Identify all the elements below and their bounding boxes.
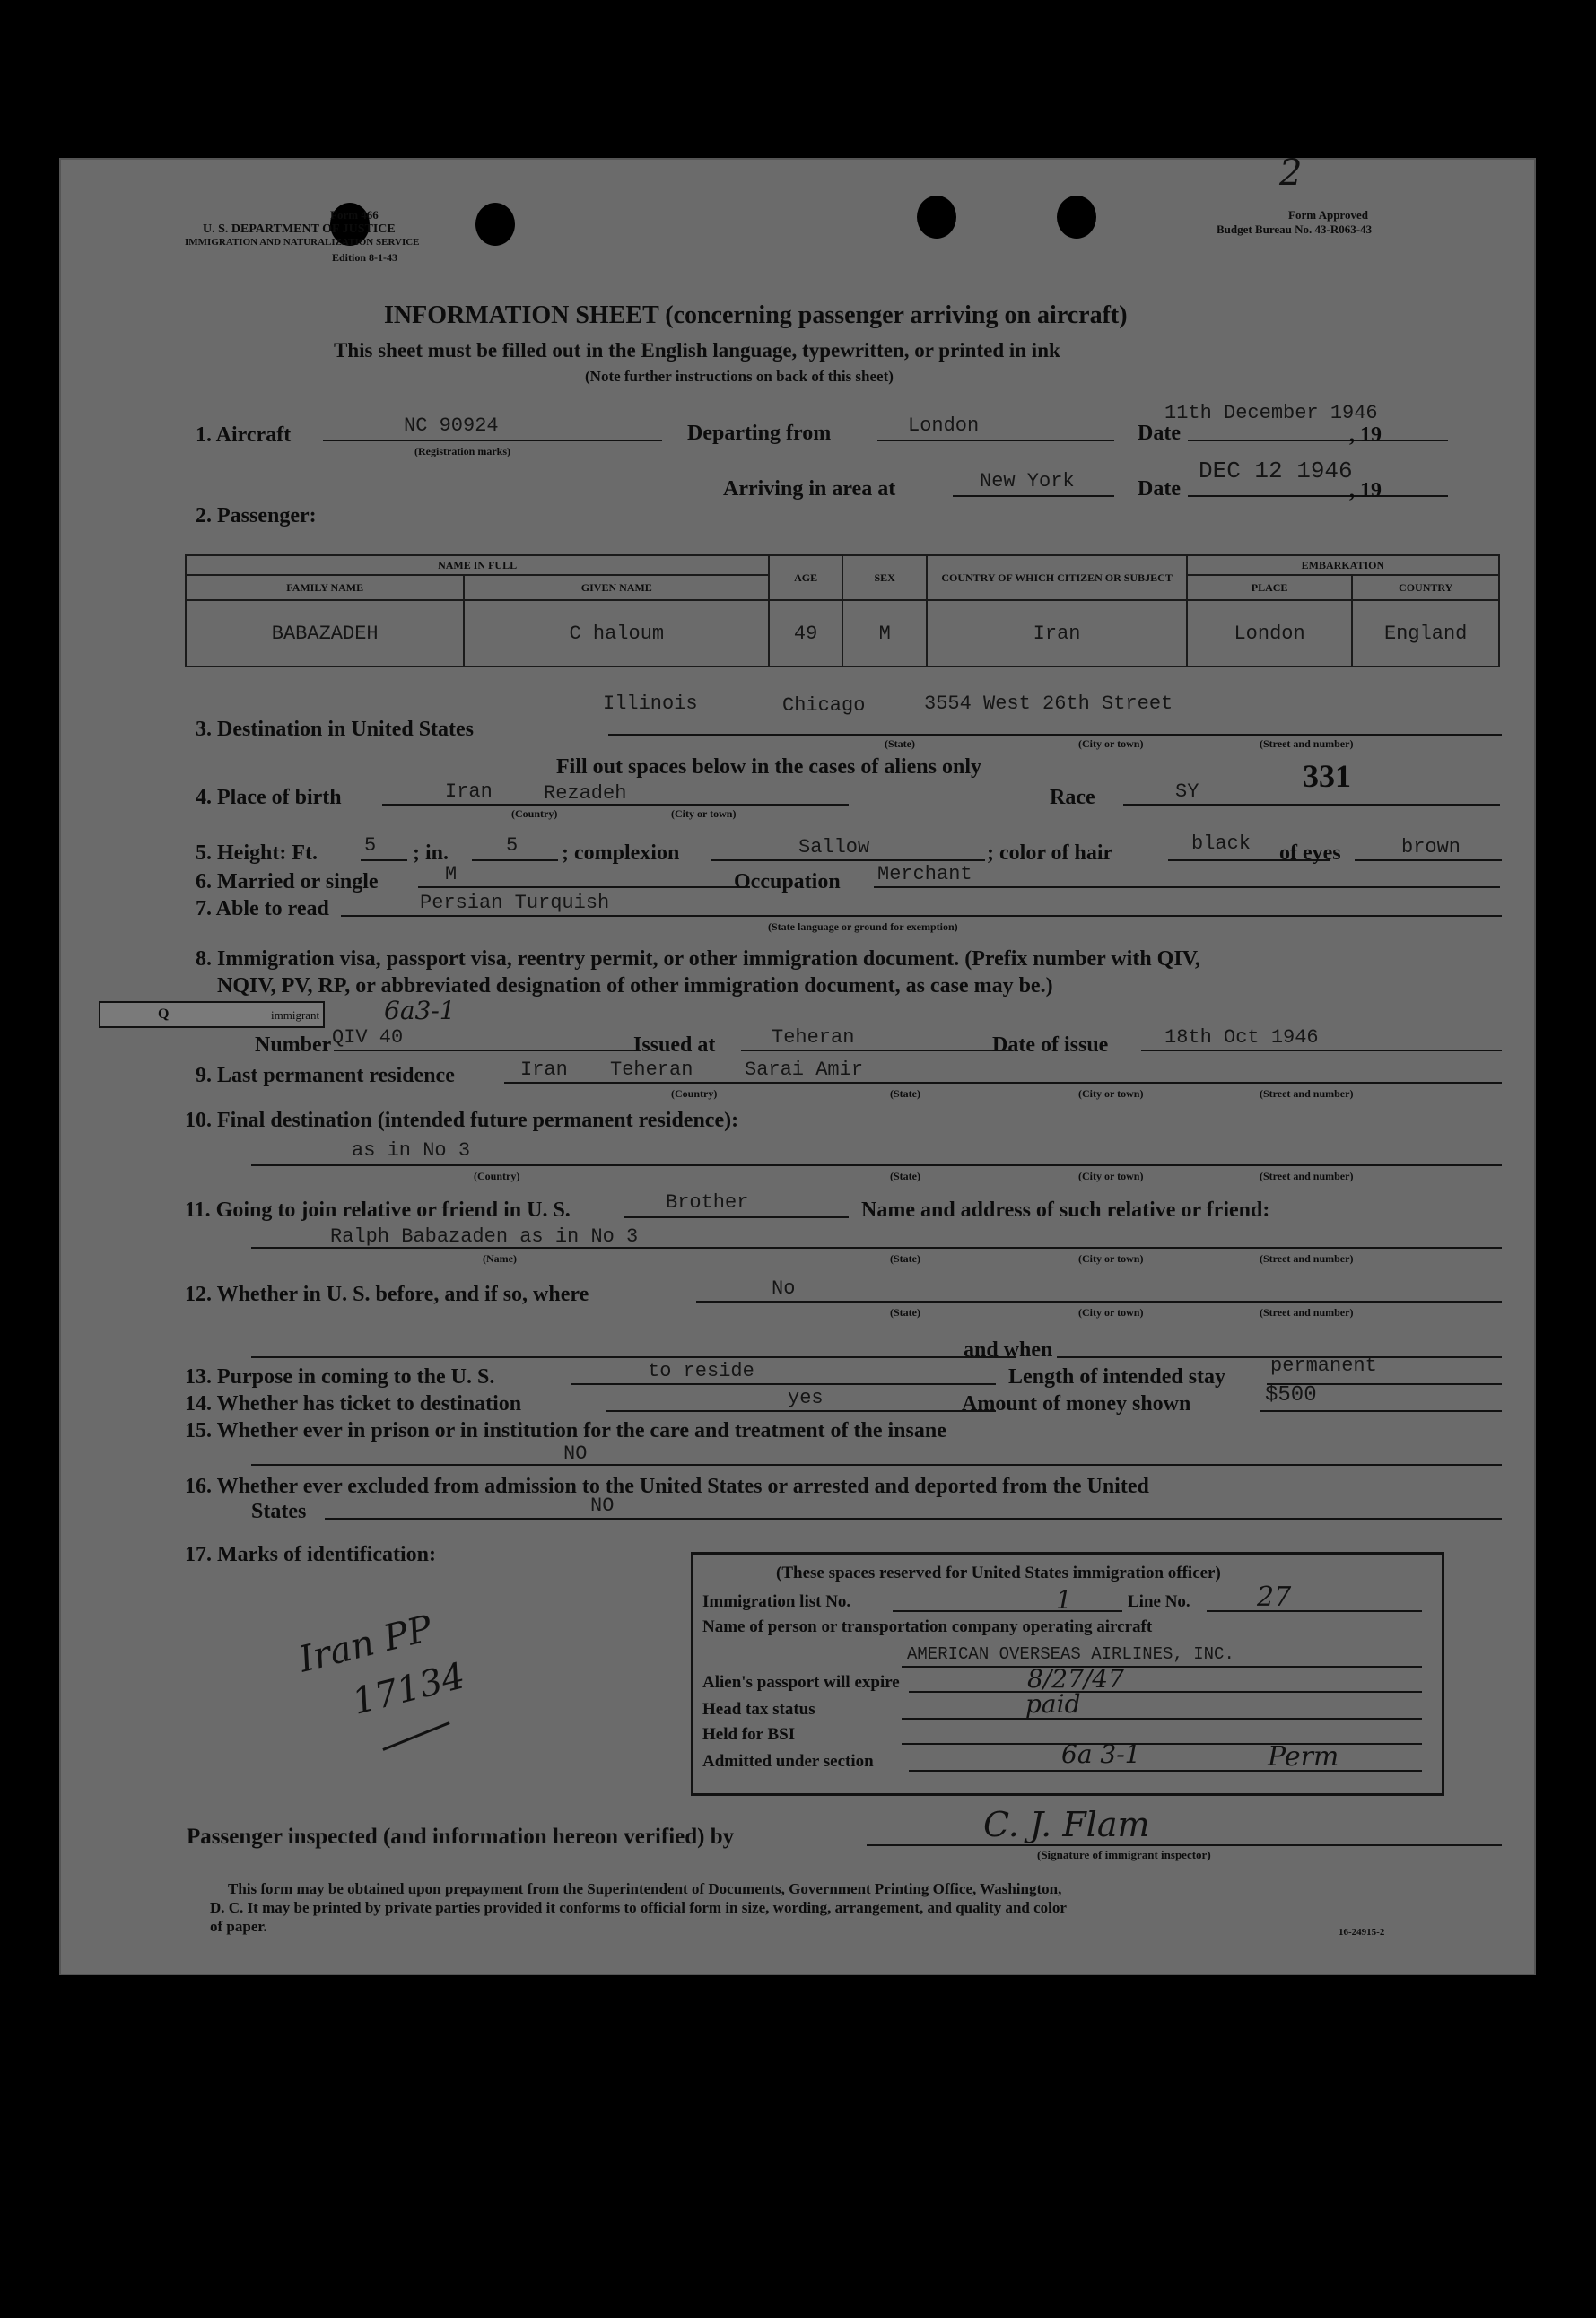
previous-us-label: 12. Whether in U. S. before, and if so, where (185, 1283, 589, 1306)
destination-state: Illinois (603, 693, 698, 715)
destination-street: 3554 West 26th Street (924, 693, 1173, 715)
immigrant-stamp (99, 1001, 325, 1028)
occupation-value: Merchant (877, 863, 972, 885)
departing-value: London (908, 414, 980, 437)
footer-line1: This form may be obtained upon prepayment from the Superintendent of Documents, Government Printing Office, Washington, (228, 1880, 1062, 1897)
country-caption: (Country) (511, 807, 558, 820)
document-line2: NQIV, PV, RP, or abbreviated designation of other immigration document, as case may be.) (217, 974, 1053, 998)
state-caption: (State) (890, 1306, 920, 1319)
passenger-label: 2. Passenger: (196, 504, 317, 527)
purpose-value: to reside (648, 1360, 754, 1382)
identification-label: 17. Marks of identification: (185, 1543, 436, 1566)
read-value: Persian Turquish (420, 892, 610, 914)
height-label: 5. Height: Ft. (196, 841, 318, 865)
section-extra: Perm (1268, 1741, 1339, 1773)
birth-city: Rezadeh (544, 782, 627, 805)
family-name-value: BABAZADEH (186, 600, 464, 667)
street-caption: (Street and number) (1260, 1252, 1354, 1265)
citizen-value: Iran (927, 600, 1186, 667)
stamp-q: Q (158, 1006, 170, 1022)
destination-label: 3. Destination in United States (196, 718, 475, 741)
place-header: PLACE (1187, 575, 1353, 600)
aircraft-value: NC 90924 (404, 414, 499, 437)
street-caption: (Street and number) (1260, 737, 1354, 750)
family-name-header: FAMILY NAME (186, 575, 464, 600)
sex-value: M (842, 600, 927, 667)
hair-label: ; color of hair (987, 841, 1113, 865)
form-number: Form 466 (330, 208, 379, 222)
document-line1: 8. Immigration visa, passport visa, reentry permit, or other immigration document. (Prefix number with QIV, (196, 947, 1200, 971)
edition: Edition 8-1-43 (332, 251, 398, 264)
emb-country-header: COUNTRY (1352, 575, 1499, 600)
residence-state: Teheran (610, 1059, 693, 1081)
age-value: 49 (769, 600, 842, 667)
officer-box-title: (These spaces reserved for United States immigration officer) (776, 1564, 1221, 1582)
list-label: Immigration list No. (702, 1592, 851, 1611)
relative-name-label: Name and address of such relative or friend: (861, 1198, 1270, 1222)
given-name-header: GIVEN NAME (464, 575, 769, 600)
identification-hand1: Iran PP (294, 1608, 437, 1681)
name-in-full-header: NAME IN FULL (186, 555, 769, 575)
departure-date: 11th December 1946 (1164, 402, 1378, 424)
inspected-label: Passenger inspected (and information hereon verified) by (187, 1825, 735, 1849)
number-label: Number (255, 1033, 332, 1057)
citizen-header: COUNTRY OF WHICH CITIZEN OR SUBJECT (927, 555, 1186, 600)
form-sheet (59, 152, 1536, 1975)
section-value: 6a 3-1 (1061, 1739, 1141, 1769)
punch-hole (475, 203, 515, 246)
city-caption: (City or town) (1078, 737, 1144, 750)
excluded-value: NO (590, 1494, 615, 1517)
race-label: Race (1050, 786, 1095, 809)
emb-place-value: London (1187, 600, 1353, 667)
date-issue-label: Date of issue (992, 1033, 1109, 1057)
street-caption: (Street and number) (1260, 1170, 1354, 1182)
given-name-value: C haloum (464, 600, 769, 667)
line-label: Line No. (1128, 1592, 1190, 1611)
birthplace-label: 4. Place of birth (196, 786, 342, 809)
footer-line2: D. C. It may be printed by private parties provided it conforms to official form in size, wording, arrangement, and quality and color (210, 1899, 1067, 1916)
state-caption: (State) (890, 1087, 920, 1100)
inches-label: ; in. (413, 841, 449, 865)
year-prefix: , 19 (1349, 423, 1382, 447)
departing-label: Departing from (687, 422, 832, 445)
money-label: Amount of money shown (962, 1392, 1191, 1416)
budget-bureau: Budget Bureau No. 43-R063-43 (1217, 222, 1373, 236)
join-relative-label: 11. Going to join relative or friend in U. S. (185, 1198, 571, 1222)
passport-label: Alien's passport will expire (702, 1673, 900, 1692)
marital-label: 6. Married or single (196, 870, 379, 893)
eyes-value: brown (1401, 836, 1461, 858)
stay-value: permanent (1270, 1355, 1377, 1377)
visa-handwritten: 6a3-1 (384, 996, 456, 1025)
registration-caption: (Registration marks) (414, 445, 510, 458)
read-label: 7. Able to read (196, 897, 329, 920)
city-caption: (City or town) (1078, 1252, 1144, 1265)
headtax-value: paid (1025, 1689, 1081, 1719)
relation-value: Brother (666, 1191, 749, 1214)
age-header: AGE (769, 555, 842, 600)
punch-hole (917, 196, 956, 239)
signature-caption: (Signature of immigrant inspector) (1037, 1848, 1211, 1861)
issued-value: Teheran (772, 1026, 855, 1049)
prison-label: 15. Whether ever in prison or in institution for the care and treatment of the insane (185, 1419, 946, 1442)
department: U. S. DEPARTMENT OF JUSTICE (203, 222, 396, 236)
code-331: 331 (1303, 758, 1351, 794)
aircraft-label: 1. Aircraft (196, 423, 292, 447)
race-value: SY (1175, 780, 1199, 803)
company-value: AMERICAN OVERSEAS AIRLINES, INC. (907, 1644, 1234, 1664)
footer-line3: of paper. (210, 1918, 267, 1935)
emb-country-value: England (1352, 600, 1499, 667)
country-caption: (Country) (671, 1087, 718, 1100)
street-caption: (Street and number) (1260, 1306, 1354, 1319)
arriving-label: Arriving in area at (723, 477, 896, 501)
height-ft: 5 (364, 834, 377, 857)
company-label: Name of person or transportation company operating aircraft (702, 1617, 1153, 1636)
excluded-line2: States (251, 1500, 307, 1523)
residence-country: Iran (520, 1059, 568, 1081)
height-in: 5 (506, 834, 519, 857)
date-label: Date (1138, 422, 1181, 445)
occupation-label: Occupation (734, 870, 841, 893)
date-issue-value: 18th Oct 1946 (1164, 1026, 1319, 1049)
ticket-value: yes (788, 1387, 824, 1409)
state-caption: (State) (890, 1252, 920, 1265)
footer-code: 16-24915-2 (1339, 1927, 1385, 1938)
bsi-label: Held for BSI (702, 1725, 796, 1744)
arrival-date-label: Date (1138, 477, 1181, 501)
stamp-text: immigrant (271, 1008, 320, 1022)
list-value: 1 (1056, 1585, 1072, 1615)
identification-hand2: 17134 (348, 1655, 469, 1723)
city-caption: (City or town) (1078, 1170, 1144, 1182)
officer-box (691, 1552, 1444, 1796)
excluded-line1: 16. Whether ever excluded from admission to the United States or arrested and deported from the United (185, 1475, 1149, 1498)
destination-city: Chicago (782, 694, 866, 717)
street-caption: (Street and number) (1260, 1087, 1354, 1100)
form-note: (Note further instructions on back of this sheet) (585, 368, 894, 385)
city-caption: (City or town) (671, 807, 737, 820)
name-caption: (Name) (483, 1252, 517, 1265)
complexion-label: ; complexion (562, 841, 680, 865)
purpose-label: 13. Purpose in coming to the U. S. (185, 1365, 495, 1389)
hair-value: black (1191, 832, 1252, 855)
service: IMMIGRATION AND NATURALIZATION SERVICE (185, 237, 420, 248)
final-destination-value: as in No 3 (352, 1139, 471, 1162)
residence-city: Sarai Amir (745, 1059, 864, 1081)
section-label: Admitted under section (702, 1752, 874, 1771)
and-when-label: and when (964, 1338, 1053, 1362)
relative-name-value: Ralph Babazaden as in No 3 (330, 1225, 639, 1248)
inspector-signature: C. J. Flam (983, 1805, 1150, 1844)
previous-us-value: No (772, 1277, 796, 1300)
corner-mark: 2 (1279, 152, 1303, 194)
ticket-label: 14. Whether has ticket to destination (185, 1392, 522, 1416)
aliens-note: Fill out spaces below in the cases of aliens only (556, 755, 982, 779)
country-caption: (Country) (474, 1170, 520, 1182)
state-caption: (State) (885, 737, 915, 750)
line-value: 27 (1257, 1582, 1292, 1613)
complexion-value: Sallow (798, 836, 870, 858)
money-value: $500 (1265, 1383, 1317, 1407)
form-approved: Form Approved (1288, 208, 1368, 222)
final-destination-label: 10. Final destination (intended future permanent residence): (185, 1109, 739, 1132)
passport-value: 8/27/47 (1027, 1664, 1124, 1694)
form-title: INFORMATION SHEET (concerning passenger arriving on aircraft) (384, 301, 1128, 329)
embarkation-header: EMBARKATION (1187, 555, 1499, 575)
form-subtitle: This sheet must be filled out in the English language, typewritten, or printed in ink (334, 339, 1060, 362)
read-caption: (State language or ground for exemption) (768, 920, 958, 933)
residence-label: 9. Last permanent residence (196, 1064, 455, 1087)
arrival-date: DEC 12 1946 (1199, 458, 1353, 484)
stay-label: Length of intended stay (1008, 1365, 1226, 1389)
headtax-label: Head tax status (702, 1700, 815, 1719)
birth-country: Iran (445, 780, 493, 803)
punch-hole (1057, 196, 1096, 239)
arriving-value: New York (980, 470, 1075, 492)
city-caption: (City or town) (1078, 1087, 1144, 1100)
issued-label: Issued at (633, 1033, 716, 1057)
passenger-table (185, 554, 1500, 667)
state-caption: (State) (890, 1170, 920, 1182)
city-caption: (City or town) (1078, 1306, 1144, 1319)
visa-number: QIV 40 (332, 1026, 404, 1049)
eyes-label: of eyes (1279, 841, 1341, 865)
prison-value: NO (563, 1442, 588, 1465)
marital-value: M (445, 863, 458, 885)
arrival-year-prefix: , 19 (1349, 479, 1382, 502)
sex-header: SEX (842, 555, 927, 600)
